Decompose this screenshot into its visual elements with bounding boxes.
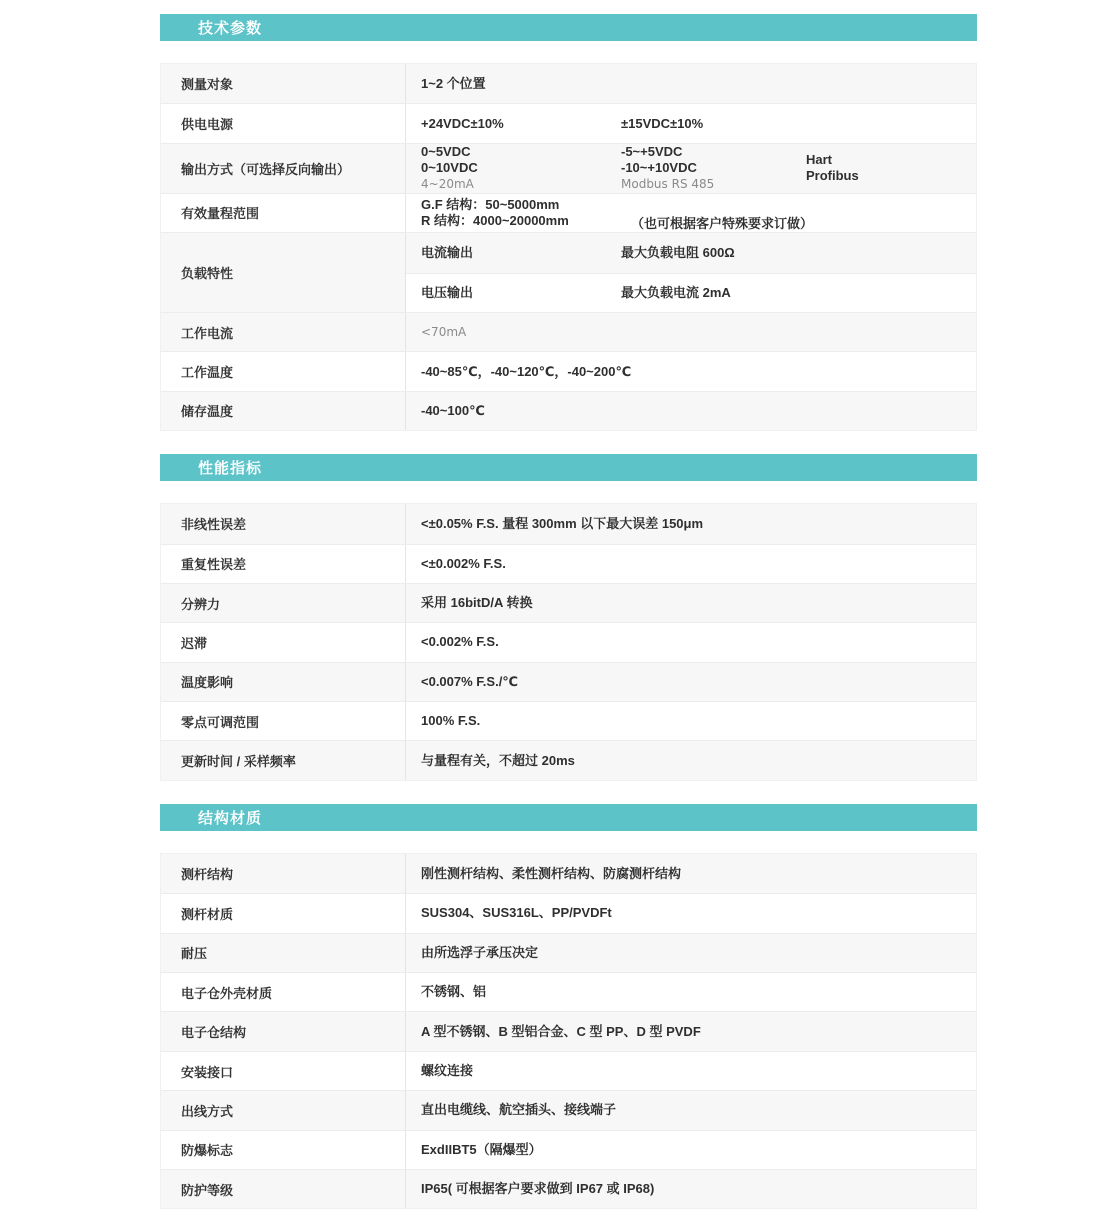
value-column [421, 364, 631, 380]
table-row [161, 391, 976, 430]
value-column [421, 866, 681, 882]
table-row [161, 544, 976, 583]
spec-section [160, 454, 977, 781]
value-column [421, 556, 506, 572]
spec-section [160, 804, 977, 1210]
cell-text: ±15VDC±10% [621, 115, 704, 131]
value-column [421, 116, 621, 132]
value-column [621, 144, 806, 192]
table-row [161, 622, 976, 661]
row-label: 供电电源 [161, 104, 406, 142]
table-row [161, 64, 976, 103]
table-row [161, 854, 976, 893]
value-column [421, 144, 621, 192]
row-label: 安装接口 [161, 1052, 406, 1090]
cell-text: 1~2 个位置 [421, 75, 486, 91]
row-label: 防爆标志 [161, 1131, 406, 1169]
spec-table [160, 63, 977, 431]
row-value-area [406, 392, 976, 430]
row-label: 电子仓外壳材质 [161, 973, 406, 1011]
value-column [421, 984, 486, 1000]
spec-sheet [160, 14, 977, 1232]
spec-table [160, 503, 977, 781]
cell-text: SUS304、SUS316L、PP/PVDFt [421, 905, 612, 921]
cell-text: 0~10VDC [421, 160, 478, 176]
table-row [161, 1169, 976, 1208]
cell-text: A 型不锈钢、B 型铝合金、C 型 PP、D 型 PVDF [421, 1023, 701, 1039]
section-header-bar [160, 454, 977, 481]
row-label: 负载特性 [161, 233, 406, 312]
row-label: 重复性误差 [161, 545, 406, 583]
cell-text: 0~5VDC [421, 144, 471, 160]
row-label: 防护等级 [161, 1170, 406, 1208]
cell-text: 最大负载电阻 600Ω [621, 244, 735, 260]
row-value-area [406, 504, 976, 543]
row-label: 有效量程范围 [161, 194, 406, 232]
row-label: 温度影响 [161, 663, 406, 701]
cell-text: 最大负载电流 2mA [621, 284, 731, 300]
table-row [161, 504, 976, 543]
cell-text: Profibus [806, 168, 859, 184]
row-label: 电子仓结构 [161, 1012, 406, 1050]
table-row [161, 103, 976, 142]
table-row [161, 312, 976, 351]
row-label: 工作温度 [161, 352, 406, 390]
row-label: 工作电流 [161, 313, 406, 351]
cell-text: 直出电缆线、航空插头、接线端子 [421, 1102, 617, 1118]
table-row [161, 933, 976, 972]
value-column [621, 245, 735, 261]
row-label: 迟滞 [161, 623, 406, 661]
table-row [161, 1130, 976, 1169]
table-row [161, 193, 976, 232]
cell-text: +24VDC±10% [421, 115, 504, 131]
row-label: 零点可调范围 [161, 702, 406, 740]
table-row [161, 1051, 976, 1090]
table-row [161, 662, 976, 701]
row-label: 耐压 [161, 934, 406, 972]
value-column [421, 1142, 542, 1158]
cell-text: 由所选浮子承压决定 [421, 944, 539, 960]
cell-text: 电压输出 [421, 284, 474, 300]
cell-text: R 结构：4000~20000mm [421, 212, 569, 228]
row-value-area [406, 973, 976, 1011]
row-label: 测量对象 [161, 64, 406, 103]
cell-text: <±0.002% F.S. [421, 555, 506, 571]
row-value-area [406, 741, 976, 779]
merged-value-area [406, 233, 976, 312]
section-title: 技术参数 [198, 20, 263, 37]
cell-text: <0.007% F.S./℃ [421, 673, 519, 689]
spec-section [160, 14, 977, 431]
row-value-area [406, 894, 976, 932]
cell-text: -5~+5VDC [621, 144, 683, 160]
cell-text: 不锈钢、铝 [421, 984, 487, 1000]
row-value-area [406, 663, 976, 701]
cell-text: <±0.05% F.S. 量程 300mm 以下最大误差 150μm [421, 515, 704, 531]
row-value-area [406, 854, 976, 893]
table-row [161, 351, 976, 390]
row-label: 储存温度 [161, 392, 406, 430]
value-column [421, 945, 538, 961]
row-label: 测杆结构 [161, 854, 406, 893]
value-column [421, 674, 518, 690]
value-column [421, 245, 621, 261]
cell-text: 与量程有关，不超过 20ms [421, 752, 575, 768]
value-column [421, 905, 612, 921]
row-label: 非线性误差 [161, 504, 406, 543]
value-column [621, 285, 731, 301]
cell-text: 刚性测杆结构、柔性测杆结构、防腐测杆结构 [421, 865, 682, 881]
table-row [161, 143, 976, 193]
row-value-area [406, 1131, 976, 1169]
row-label: 出线方式 [161, 1091, 406, 1129]
section-title: 性能指标 [198, 460, 263, 478]
spec-table [160, 853, 977, 1210]
table-row [161, 1011, 976, 1050]
cell-text: ExdIIBT5（隔爆型） [421, 1141, 542, 1157]
value-column [421, 1102, 616, 1118]
row-value-area [406, 584, 976, 622]
value-column [421, 403, 485, 419]
cell-text: Modbus RS 485 [621, 177, 715, 192]
section-title: 结构材质 [198, 809, 263, 827]
row-value-area [406, 1012, 976, 1050]
cell-text: 电流输出 [421, 244, 474, 260]
value-column [421, 516, 703, 532]
row-label: 分辨力 [161, 584, 406, 622]
cell-text: 螺纹连接 [421, 1063, 474, 1078]
table-subrow [406, 233, 976, 272]
section-header-bar [160, 14, 977, 41]
cell-text: 4~20mA [421, 177, 474, 192]
table-row [161, 232, 976, 312]
value-column [421, 76, 486, 92]
value-column [621, 116, 703, 132]
row-value-area [406, 104, 976, 142]
value-column [806, 152, 859, 184]
row-value-area [406, 194, 976, 232]
cell-text: -10~+10VDC [621, 160, 697, 176]
row-value-area [406, 545, 976, 583]
value-column [421, 753, 575, 769]
row-value-area [406, 934, 976, 972]
row-value-area [406, 702, 976, 740]
row-label: 更新时间 / 采样频率 [161, 741, 406, 779]
value-column [421, 285, 621, 301]
table-row [161, 893, 976, 932]
row-value-area [406, 1170, 976, 1208]
value-column [421, 1024, 701, 1040]
row-value-area [406, 352, 976, 390]
value-column [421, 1063, 473, 1079]
cell-text: -40~100℃ [421, 402, 485, 418]
cell-text: G.F 结构：50~5000mm [421, 196, 560, 212]
row-value-area [406, 623, 976, 661]
spec-sections [160, 14, 977, 1209]
value-column [421, 634, 499, 650]
table-row [161, 1090, 976, 1129]
value-column [421, 1181, 654, 1197]
table-subrow [406, 273, 976, 312]
row-value-area [406, 1091, 976, 1129]
table-row [161, 972, 976, 1011]
table-row [161, 701, 976, 740]
row-label: 测杆材质 [161, 894, 406, 932]
value-column [421, 197, 631, 229]
row-value-area [406, 144, 976, 193]
section-header-bar [160, 804, 977, 831]
row-value-area [406, 64, 976, 103]
cell-text: IP65( 可根据客户要求做到 IP67 或 IP68) [421, 1181, 655, 1197]
cell-text: 采用 16bitD/A 转换 [421, 595, 533, 611]
cell-text: -40~85℃，-40~120℃，-40~200℃ [421, 363, 632, 379]
row-value-area [406, 1052, 976, 1090]
value-column [421, 324, 466, 340]
cell-text: Hart [806, 152, 833, 168]
value-column [421, 595, 532, 611]
cell-text: <0.002% F.S. [421, 634, 499, 650]
cell-text: <70mA [421, 325, 467, 340]
cell-text: 100% F.S. [421, 713, 481, 729]
row-value-area [406, 313, 976, 351]
value-column [421, 713, 480, 729]
cell-text: （也可根据客户特殊要求订做） [631, 216, 814, 232]
table-row [161, 583, 976, 622]
table-row [161, 740, 976, 779]
row-label: 输出方式（可选择反向输出） [161, 144, 406, 193]
value-column [631, 216, 813, 232]
